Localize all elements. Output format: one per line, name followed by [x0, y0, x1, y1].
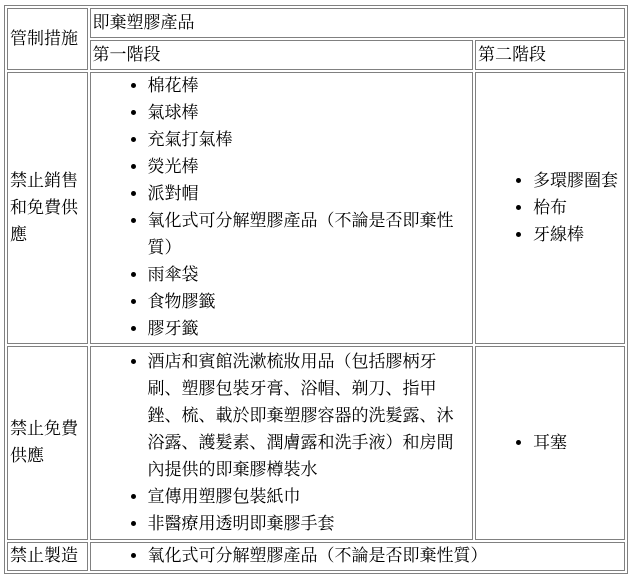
list-item: • 膠牙籤: [148, 316, 470, 343]
table-row-manufacture-ban: [7, 542, 625, 571]
list-item: • 派對帽: [148, 181, 470, 208]
list-item: • 氣球棒: [148, 100, 470, 127]
list-item: • 棉花棒: [148, 73, 470, 100]
list-item: • 氧化式可分解塑膠產品（不論是否即棄性質）: [148, 208, 470, 262]
list-item: • 酒店和賓館洗漱梳妝用品（包括膠柄牙刷、塑膠包裝牙膏、浴帽、剃刀、指甲銼、梳、載於即棄塑膠容器的洗髮露、沐浴露、護髮素、潤膚露和洗手液）和房間內提供的即棄膠樽裝水: [148, 349, 470, 484]
list-item: • 耳塞: [533, 430, 622, 457]
list-item: • 牙線棒: [533, 222, 622, 249]
phase1-cell: [90, 346, 473, 540]
list-item: • 枱布: [533, 195, 622, 222]
measure-cell: 禁止銷售和免費供應: [7, 72, 88, 344]
phase1-list: [93, 349, 470, 538]
list-item: • 食物膠籤: [148, 289, 470, 316]
phase2-list: [478, 168, 622, 249]
measure-cell: 禁止免費供應: [7, 346, 88, 540]
header-row-1: [7, 8, 625, 38]
list-item: • 多環膠圈套: [533, 168, 622, 195]
phase1-cell: [90, 72, 473, 344]
list-item: • 非醫療用透明即棄膠手套: [148, 511, 470, 538]
list-item: • 宣傳用塑膠包裝紙巾: [148, 484, 470, 511]
table-row-free-ban: [7, 346, 625, 540]
phase1-header: 第一階段: [90, 40, 473, 70]
phase2-header: 第二階段: [475, 40, 625, 70]
measure-cell: 禁止製造: [7, 542, 88, 571]
list-item: • 熒光棒: [148, 154, 470, 181]
list-item: • 氧化式可分解塑膠產品（不論是否即棄性質）: [148, 543, 622, 570]
header-row-2: [7, 40, 625, 70]
list-item: • 充氣打氣棒: [148, 127, 470, 154]
phase1-list: [93, 543, 622, 570]
list-item: • 雨傘袋: [148, 262, 470, 289]
phase1-list: [93, 73, 470, 343]
category-header: 即棄塑膠產品: [90, 8, 625, 38]
phase2-list: [478, 430, 622, 457]
combined-phase-cell: [90, 542, 625, 571]
measures-header: 管制措施: [7, 8, 88, 70]
regulation-table: [4, 5, 628, 574]
phase2-cell: [475, 72, 625, 344]
phase2-cell: [475, 346, 625, 540]
table-row-sale-ban: [7, 72, 625, 344]
